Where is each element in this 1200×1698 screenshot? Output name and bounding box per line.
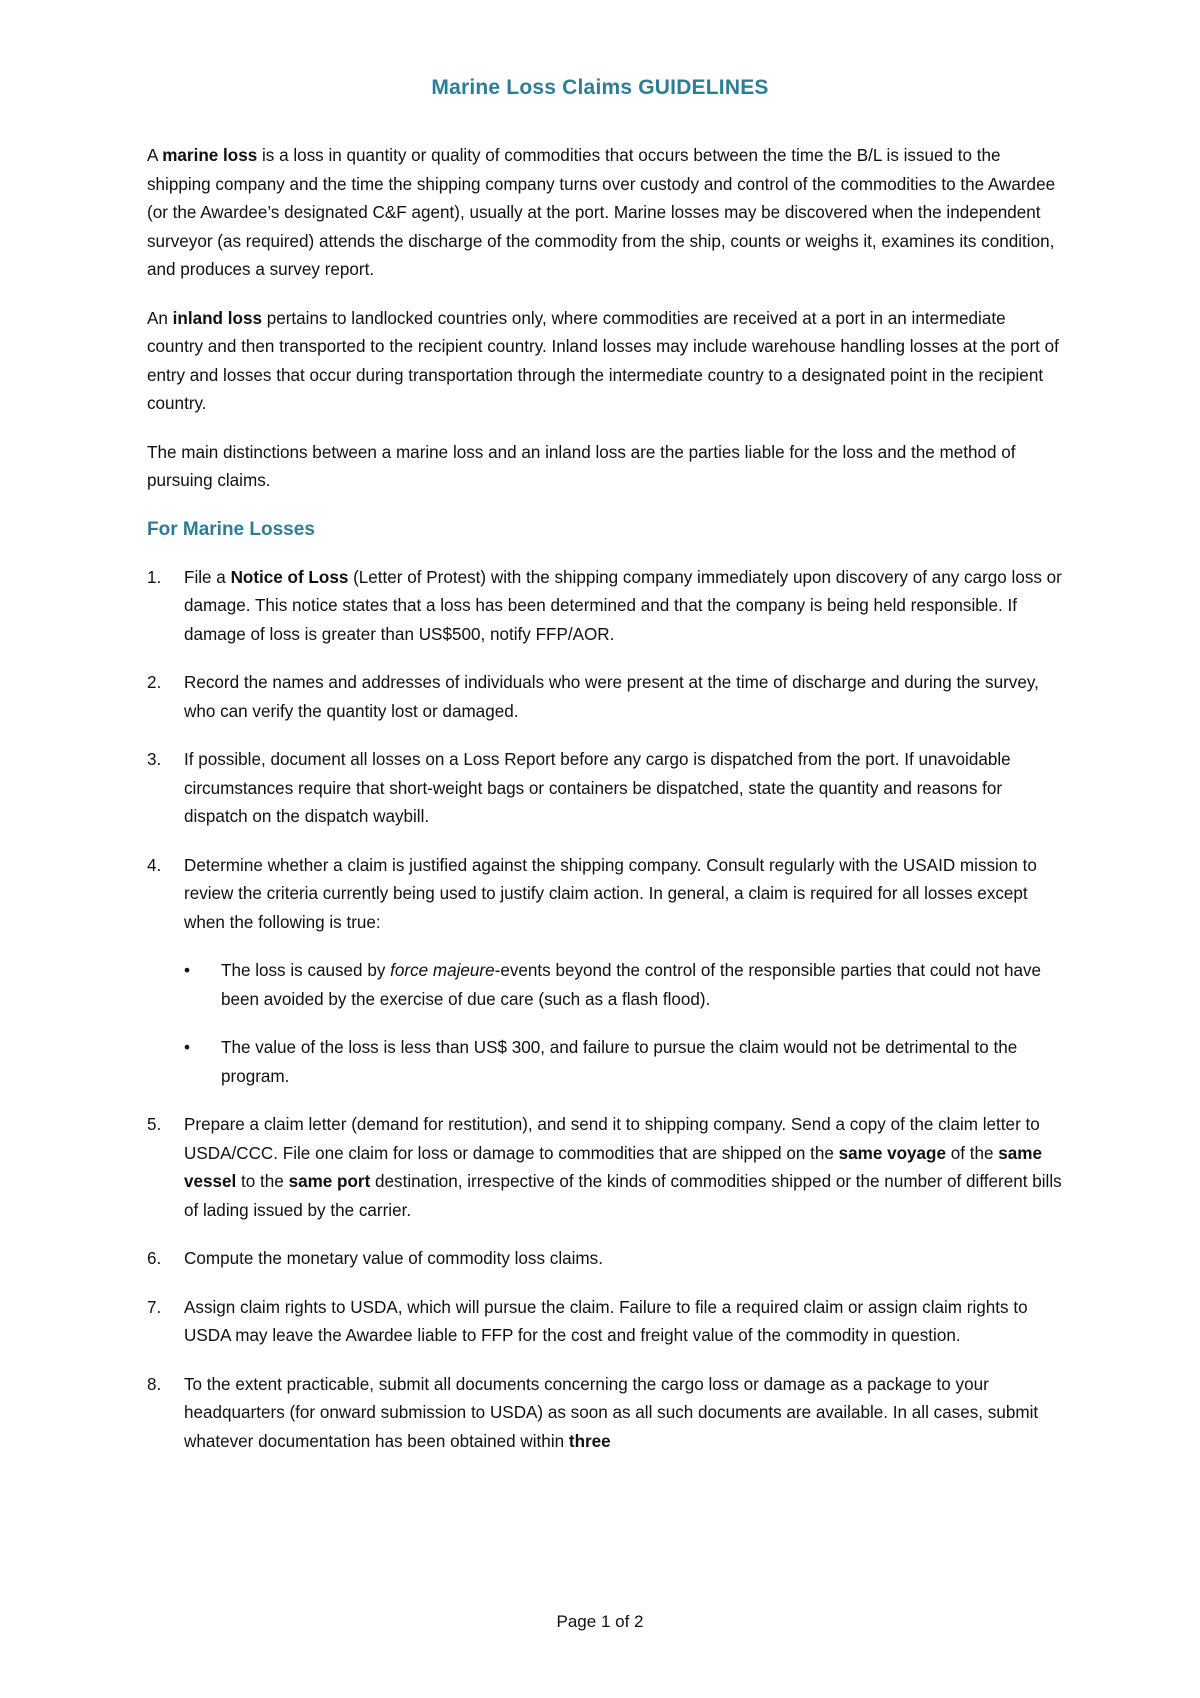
exceptions-list: [184, 957, 1062, 1091]
text-run: -events beyond the control of the responsible parties that could not have been avoided by the exercise of due care (such as a flash flood).: [221, 961, 1042, 1009]
term-inland-loss: inland loss: [172, 308, 262, 328]
text-run: Prepare a claim letter (demand for restitution), and send it to shipping company. Send a copy of the claim letter to USDA/CCC. File one claim for loss or damage to commodities that are shipped on the: [184, 1115, 1040, 1163]
step-text: Record the names and addresses of individuals who were present at the time of discharge and during the survey, who can verify the quantity lost or damaged.: [184, 673, 1039, 721]
text-run: destination, irrespective of the kinds of commodities shipped or the number of different bills of lading issued by the carrier.: [184, 1172, 1062, 1220]
text-run: The loss is caused by: [221, 961, 391, 980]
page-number: Page 1 of 2: [556, 1612, 644, 1631]
text-run: To the extent practicable, submit all documents concerning the cargo loss or damage as a package to your headquarters (for onward submission to USDA) as soon as all such documents are available. In all cases, submit whatever documentation has been obtained within: [184, 1374, 1039, 1451]
term-same-vessel: same vessel: [184, 1143, 1043, 1191]
text-run: File a: [184, 567, 231, 587]
step-text: Compute the monetary value of commodity loss claims.: [184, 1249, 603, 1268]
text-run: pertains to landlocked countries only, where commodities are received at a port in an intermediate country and then transported to the recipient country. Inland losses may include warehouse handling losses at the port of entry and losses that occur during transportation through the intermediate country to a designated point in the recipient country.: [147, 308, 1059, 413]
step-1: [147, 564, 1062, 650]
text-run: A: [147, 146, 163, 165]
term-three: three: [568, 1431, 611, 1451]
step-number: 3.: [147, 750, 162, 769]
term-notice-of-loss: Notice of Loss: [230, 567, 349, 587]
bullet-icon: •: [184, 1038, 190, 1057]
steps-list: [147, 564, 1062, 1457]
step-text: Determine whether a claim is justified against the shipping company. Consult regularly with the USAID mission to review the criteria currently being used to justify claim action. In general, a claim is required for all losses except when the following is true:: [184, 855, 1037, 932]
step-8: [147, 1371, 1062, 1457]
step-5: [147, 1111, 1062, 1225]
step-number: 1.: [147, 567, 162, 587]
step-3: [147, 746, 1062, 832]
text-run: to the: [236, 1172, 289, 1191]
term-same-port: same port: [288, 1172, 371, 1191]
exception-low-value: [184, 1034, 1062, 1091]
exception-force-majeure: [184, 957, 1062, 1014]
document-body: [147, 142, 1062, 1476]
term-same-voyage: same voyage: [838, 1143, 946, 1163]
intro-paragraph-distinctions: The main distinctions between a marine loss and an inland loss are the parties liable for the loss and the method of pursuing claims.: [147, 442, 1016, 490]
step-number: 6.: [147, 1249, 162, 1268]
text-run: The value of the loss is less than US$ 300, and failure to pursue the claim would not be detrimental to the program.: [221, 1038, 1018, 1086]
intro-paragraph-inland-loss: [147, 305, 1062, 419]
text-run: of the: [946, 1143, 999, 1163]
step-number: 4.: [147, 855, 162, 875]
term-force-majeure: force majeure: [390, 961, 495, 980]
step-number: 5.: [147, 1115, 162, 1134]
step-text: If possible, document all losses on a Loss Report before any cargo is dispatched from the port. If unavoidable circumstances require that short-weight bags or containers be dispatched, state the quantity and reasons for dispatch on the dispatch waybill.: [184, 750, 1011, 826]
text-run: is a loss in quantity or quality of commodities that occurs between the time the B/L is issued to the shipping company and the time the shipping company turns over custody and control of the commodities to the Awardee (or the Awardee’s designated C&F agent), usually at the port. Marine losses may be discovered when the independent surveyor (as required) attends the discharge of the commodity from the ship, counts or weighs it, examines its condition, and produces a survey report.: [147, 146, 1056, 279]
step-2: [147, 669, 1062, 726]
step-7: [147, 1294, 1062, 1351]
step-text: Assign claim rights to USDA, which will pursue the claim. Failure to file a required claim or assign claim rights to USDA may leave the Awardee liable to FFP for the cost and freight value of the commodity in question.: [184, 1297, 1028, 1345]
term-marine-loss: marine loss: [162, 146, 258, 165]
step-number: 8.: [147, 1374, 162, 1394]
intro-paragraph-marine-loss: [147, 142, 1062, 285]
text-run: An: [147, 308, 173, 328]
step-6: [147, 1245, 1062, 1274]
step-4: [147, 852, 1062, 1092]
page-title: Marine Loss Claims GUIDELINES: [431, 76, 769, 99]
step-number: 2.: [147, 673, 162, 692]
bullet-icon: •: [184, 961, 190, 980]
step-number: 7.: [147, 1297, 162, 1317]
text-run: (Letter of Protest) with the shipping company immediately upon discovery of any cargo loss or damage. This notice states that a loss has been determined and that the company is being held responsible. If damage of loss is greater than US$500, notify FFP/AOR.: [184, 567, 1062, 644]
section-heading-marine-losses: For Marine Losses: [147, 518, 315, 540]
